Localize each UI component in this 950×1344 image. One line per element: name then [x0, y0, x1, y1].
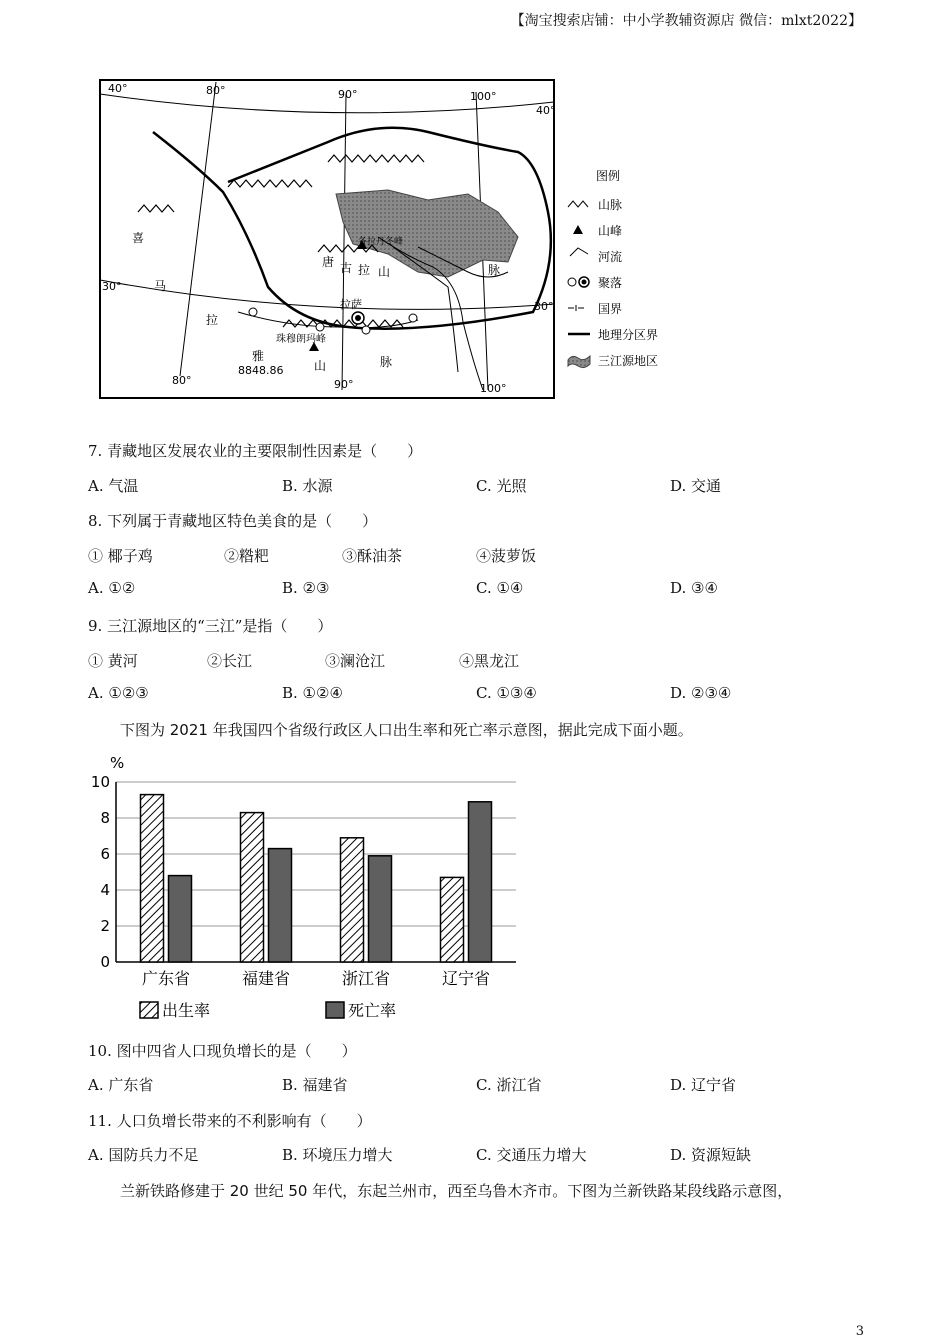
q8-item-1: ① 椰子鸡: [88, 547, 153, 565]
q7-option-b[interactable]: B. 水源: [282, 477, 333, 495]
map-label-la: 拉: [206, 313, 219, 327]
y-tick-2: 2: [100, 917, 110, 935]
q8-option-b[interactable]: B. ②③: [282, 579, 330, 597]
y-tick-0: 0: [100, 953, 110, 971]
legend-border: 国界: [598, 302, 623, 316]
legend-mountain: 山脉: [598, 198, 623, 212]
lhasa-dot: [355, 315, 361, 321]
legend-swatch-死亡率: [326, 1002, 344, 1018]
map-label-tang: 唐: [322, 255, 335, 269]
lon-80-label-bottom: 80°: [172, 374, 192, 387]
q8-option-a[interactable]: A. ①②: [88, 579, 136, 597]
q9-option-b[interactable]: B. ①②④: [282, 684, 343, 702]
legend-region: 地理分区界: [598, 328, 659, 342]
lon-90-label-top: 90°: [338, 88, 358, 101]
bar-广东省-死亡率: [169, 876, 192, 962]
bar-福建省-出生率: [241, 813, 264, 962]
intro-chart: 下图为 2021 年我国四个省级行政区人口出生率和死亡率示意图，据此完成下面小题。: [120, 721, 693, 739]
lhasa-label: 拉萨: [340, 298, 362, 311]
map-label-xi: 喜: [132, 231, 145, 245]
settlement-3: [409, 314, 417, 322]
birth-death-rate-chart: [86, 752, 526, 1032]
q7-option-c[interactable]: C. 光照: [476, 477, 527, 495]
q8-item-3: ③酥油茶: [342, 547, 403, 565]
legend-swatch-出生率: [140, 1002, 158, 1018]
q9-item-4: ④黑龙江: [459, 652, 520, 670]
lat-30-label-left: 30°: [102, 280, 122, 293]
q9-option-d[interactable]: D. ②③④: [670, 684, 732, 702]
q9-item-2: ②长江: [207, 652, 253, 670]
y-tick-6: 6: [100, 845, 110, 863]
legend-river-icon: [570, 248, 588, 256]
x-category-福建省: 福建省: [241, 969, 291, 988]
q9-stem: 9. 三江源地区的“三江”是指（ ）: [88, 617, 333, 635]
map-label-mai: 脉: [380, 355, 393, 369]
q10-stem: 10. 图中四省人口现负增长的是（ ）: [88, 1042, 357, 1060]
legend-settlement: 聚落: [598, 276, 623, 290]
map-label-gu: 古: [340, 261, 353, 275]
q8-option-d[interactable]: D. ③④: [670, 579, 718, 597]
lon-80-label-top: 80°: [206, 84, 226, 97]
page-number: 3: [855, 1324, 864, 1339]
q11-stem: 11. 人口负增长带来的不利影响有（ ）: [88, 1112, 372, 1130]
map-label-shan2: 山: [378, 265, 391, 279]
y-tick-4: 4: [100, 881, 110, 899]
map-label-ma: 马: [154, 279, 167, 293]
q9-option-c[interactable]: C. ①③④: [476, 684, 537, 702]
lon-90-label-bottom: 90°: [334, 378, 354, 391]
legend-border-icon: [568, 305, 584, 311]
x-category-辽宁省: 辽宁省: [441, 969, 491, 988]
bar-辽宁省-出生率: [441, 877, 464, 962]
y-tick-8: 8: [100, 809, 110, 827]
q8-stem: 8. 下列属于青藏地区特色美食的是（ ）: [88, 512, 378, 530]
q10-option-d[interactable]: D. 辽宁省: [670, 1076, 737, 1094]
settlement-1: [316, 323, 324, 331]
x-category-浙江省: 浙江省: [341, 969, 391, 988]
lon-100-label-top: 100°: [470, 90, 497, 103]
y-tick-10: 10: [90, 773, 110, 791]
geladandong-label: 各拉丹冬峰: [358, 237, 404, 247]
legend-peak-icon: [573, 225, 583, 234]
legend-label-死亡率: 死亡率: [348, 1001, 397, 1020]
y-unit-label: %: [110, 754, 125, 772]
legend-label-出生率: 出生率: [162, 1001, 211, 1020]
q9-item-1: ① 黄河: [88, 652, 138, 670]
q11-option-a[interactable]: A. 国防兵力不足: [88, 1146, 199, 1164]
q7-option-a[interactable]: A. 气温: [88, 477, 139, 495]
q10-option-c[interactable]: C. 浙江省: [476, 1076, 542, 1094]
q11-option-c[interactable]: C. 交通压力增大: [476, 1146, 587, 1164]
x-category-广东省: 广东省: [141, 969, 191, 988]
q11-option-d[interactable]: D. 资源短缺: [670, 1146, 752, 1164]
settlement-2: [362, 326, 370, 334]
q11-option-b[interactable]: B. 环境压力增大: [282, 1146, 393, 1164]
q8-option-c[interactable]: C. ①④: [476, 579, 524, 597]
qinghai-tibet-map: [88, 72, 688, 407]
q9-option-a[interactable]: A. ①②③: [88, 684, 149, 702]
q9-item-3: ③澜沧江: [325, 652, 386, 670]
map-label-la2: 拉: [358, 263, 371, 277]
lat-40-label-left: 40°: [108, 82, 128, 95]
q10-option-b[interactable]: B. 福建省: [282, 1076, 348, 1094]
settlement-4: [249, 308, 257, 316]
map-label-ya: 雅: [252, 349, 265, 363]
bar-辽宁省-死亡率: [469, 802, 492, 962]
q8-item-2: ②糌粑: [224, 547, 270, 565]
bar-浙江省-死亡率: [369, 856, 392, 962]
legend-river: 河流: [598, 250, 623, 264]
everest-label: 珠穆朗玛峰: [276, 334, 326, 345]
legend-city-dot: [582, 280, 587, 285]
bar-福建省-死亡率: [269, 849, 292, 962]
bar-浙江省-出生率: [341, 838, 364, 962]
legend-mountain-icon: [568, 201, 588, 207]
everest-height: 8848.86: [238, 364, 284, 377]
q7-option-d[interactable]: D. 交通: [670, 477, 722, 495]
map-label-shan: 山: [314, 359, 327, 373]
intro-railway: 兰新铁路修建于 20 世纪 50 年代，东起兰州市，西至乌鲁木齐市。下图为兰新铁路某段线路示意图，: [120, 1182, 793, 1200]
legend-settlement-icon: [568, 278, 576, 286]
map-label-mai2: 脉: [488, 263, 501, 277]
legend-title: 图例: [596, 169, 621, 183]
page-header: 【淘宝搜索店铺：中小学教辅资源店 微信：mlxt2022】: [510, 13, 862, 29]
q7-stem: 7. 青藏地区发展农业的主要限制性因素是（ ）: [88, 442, 423, 460]
legend-sanjiangyuan-icon: [568, 356, 590, 368]
lon-100-label-bottom: 100°: [480, 382, 507, 395]
lat-40-label-right: 40°: [536, 104, 556, 117]
q10-option-a[interactable]: A. 广东省: [88, 1076, 154, 1094]
q8-item-4: ④菠萝饭: [476, 547, 537, 565]
legend-sanjiangyuan: 三江源地区: [598, 354, 659, 368]
map-legend: [568, 168, 658, 368]
legend-peak: 山峰: [598, 224, 623, 238]
bar-广东省-出生率: [141, 795, 164, 962]
lat-30-label-right: 30°: [534, 300, 554, 313]
